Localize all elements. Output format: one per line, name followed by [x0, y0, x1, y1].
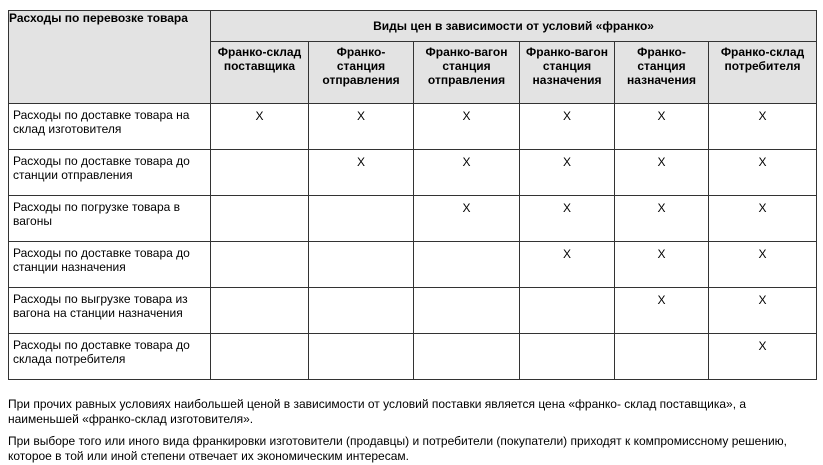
table-cell [309, 334, 414, 380]
table-cell: X [709, 242, 817, 288]
row-label: Расходы по выгрузке товара из вагона на станции назначения [9, 288, 211, 334]
table-row [9, 104, 817, 150]
table-cell: X [309, 150, 414, 196]
paragraph-compromise: При выборе того или иного вида франкировки изготовители (продавцы) и потребители (покупатели) приходят к компромиссному решению, которое в той или иной степени отвечает их экономическим интересам. [8, 434, 788, 463]
table-cell [309, 242, 414, 288]
table-cell: X [615, 104, 709, 150]
table-cell: X [709, 288, 817, 334]
row-label: Расходы по погрузке товара в вагоны [9, 196, 211, 242]
column-header: Франко-склад поставщика [211, 42, 309, 104]
column-header: Франко-станция отправления [309, 42, 414, 104]
table-cell [414, 242, 520, 288]
table-cell [520, 334, 615, 380]
table-cell: X [520, 196, 615, 242]
table-cell [414, 334, 520, 380]
table-cell [211, 242, 309, 288]
row-label: Расходы по доставке товара до станции назначения [9, 242, 211, 288]
table-cell [211, 288, 309, 334]
row-label: Расходы по доставке товара до склада потребителя [9, 334, 211, 380]
row-label: Расходы по доставке товара до станции отправления [9, 150, 211, 196]
table-cell [309, 196, 414, 242]
column-header: Франко-вагон станция назначения [520, 42, 615, 104]
table-cell: X [615, 288, 709, 334]
column-header: Франко-склад потребителя [709, 42, 817, 104]
header-transport-costs: Расходы по перевозке товара [9, 11, 211, 104]
table-cell [309, 288, 414, 334]
table-cell: X [709, 334, 817, 380]
table-cell [211, 196, 309, 242]
table-row [9, 288, 817, 334]
paragraph-price-conclusion: При прочих равных условиях наибольшей ценой в зависимости от условий поставки является цена «франко- склад поставщика», а наименьшей «франко-склад изготовителя». [8, 397, 747, 426]
table-cell: X [211, 104, 309, 150]
table-cell: X [615, 196, 709, 242]
table-cell: X [615, 242, 709, 288]
table-cell: X [520, 150, 615, 196]
table-cell: X [709, 104, 817, 150]
table-cell [615, 334, 709, 380]
table-cell: X [520, 242, 615, 288]
table-row [9, 150, 817, 196]
table-cell: X [709, 150, 817, 196]
table-cell [520, 288, 615, 334]
table-cell: X [309, 104, 414, 150]
column-header: Франко-вагон станция отправления [414, 42, 520, 104]
table-cell: X [414, 104, 520, 150]
table-row [9, 334, 817, 380]
table-cell: X [615, 150, 709, 196]
row-label: Расходы по доставке товара на склад изготовителя [9, 104, 211, 150]
table-cell: X [414, 150, 520, 196]
table-cell [211, 150, 309, 196]
table-cell: X [520, 104, 615, 150]
column-header: Франко-станция назначения [615, 42, 709, 104]
franco-price-table [8, 10, 817, 380]
table-cell: X [414, 196, 520, 242]
table-cell: X [709, 196, 817, 242]
table-row [9, 196, 817, 242]
table-cell [211, 334, 309, 380]
table-cell [414, 288, 520, 334]
table-row [9, 242, 817, 288]
header-price-types: Виды цен в зависимости от условий «франко» [211, 11, 817, 42]
